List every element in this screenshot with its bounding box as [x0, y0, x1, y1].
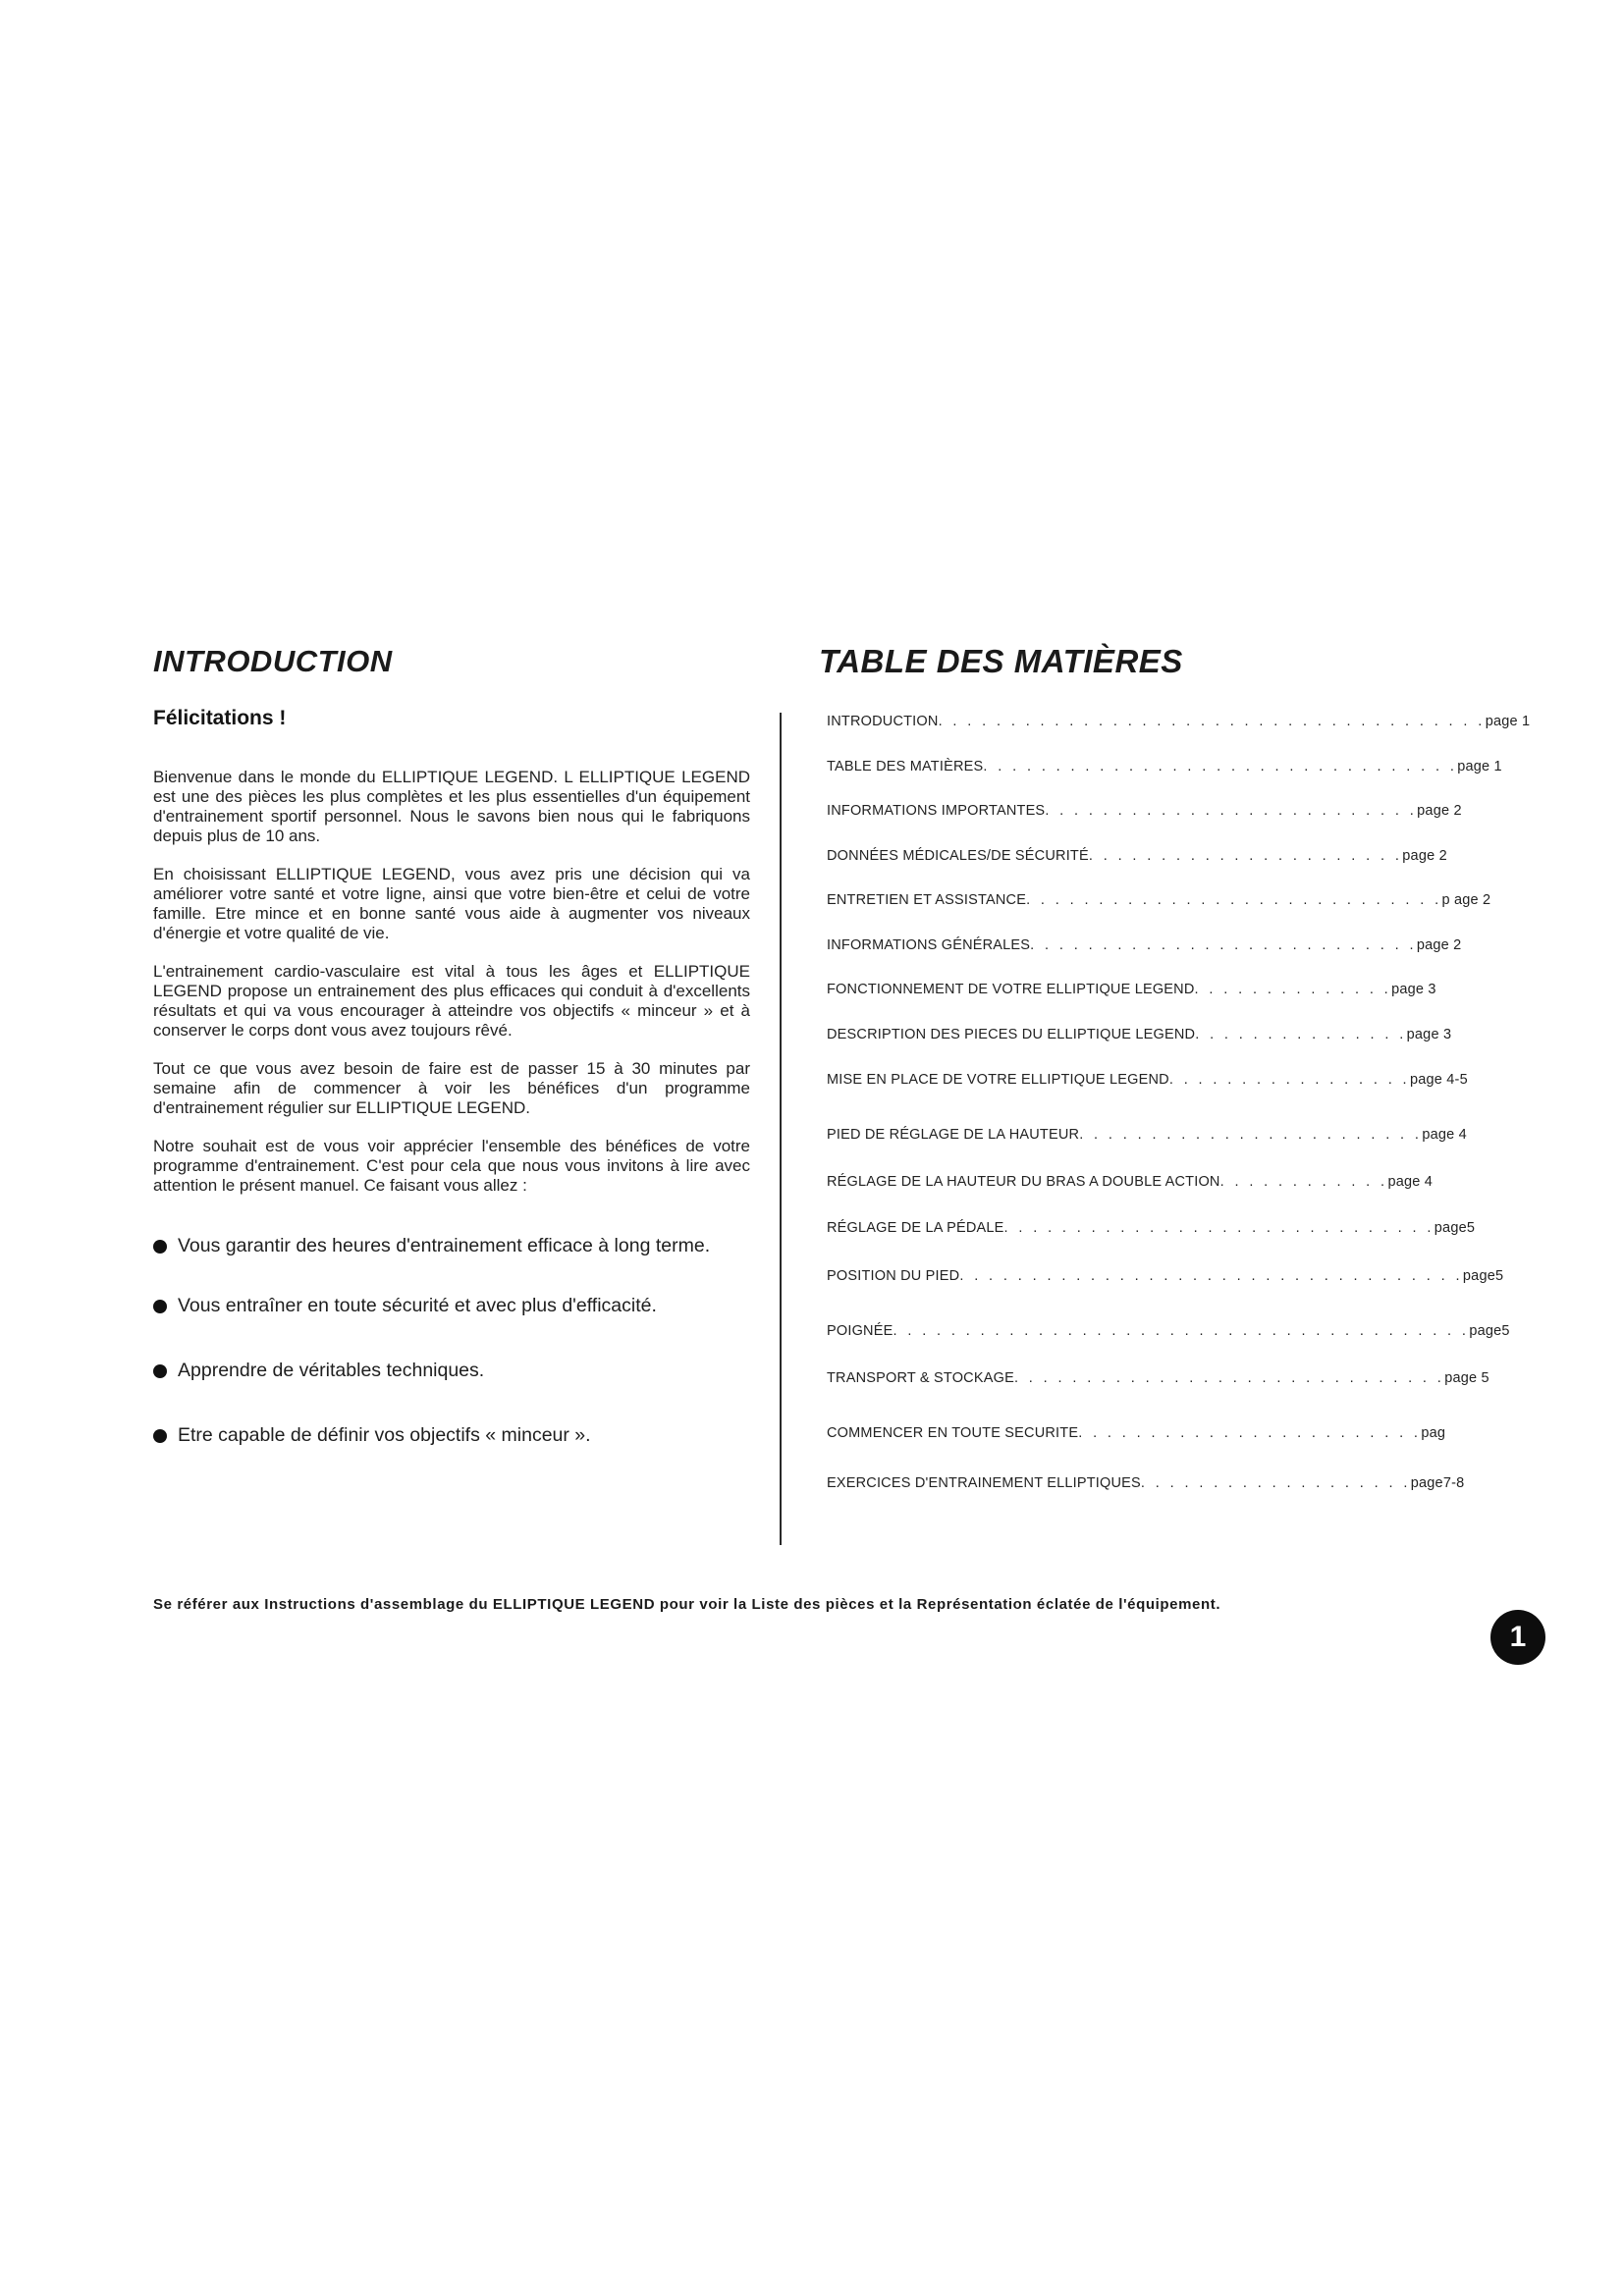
toc-entry-pied-reglage: [827, 1124, 1475, 1146]
table-of-contents-heading: TABLE DES MATIÈRES: [819, 643, 1183, 679]
intro-paragraph: Notre souhait est de vous voir apprécier l'ensemble des bénéfices de votre programme d'entrainement. C'est pour cela que nous vous invitons à lire avec attention le présent manuel. Ce faisant vous allez :: [153, 1137, 750, 1195]
toc-entry-label: EXERCICES D'ENTRAINEMENT ELLIPTIQUES: [827, 1475, 1141, 1491]
toc-leader-dots: . . . . . . . . . . . . . . . . . . . . . . . . . . . . . . . . . . . . . . . .: [893, 1323, 1470, 1339]
toc-page-ref: page 3: [1391, 982, 1436, 997]
toc-leader-dots: . . . . . . . . . . . . . . . . . . . . . . . . . . . . . . . . . . .: [959, 1268, 1463, 1284]
greeting-heading: Félicitations !: [153, 707, 287, 729]
toc-page-ref: page 2: [1416, 937, 1462, 953]
toc-entry-entretien-assistance: [827, 889, 1491, 911]
toc-leader-dots: . . . . . . . . . . . . . . . . . . . . . . . . . . . . .: [1026, 892, 1442, 908]
toc-page-ref: page 1: [1457, 759, 1502, 774]
toc-page-ref: page5: [1434, 1220, 1476, 1236]
toc-entry-description-pieces: [827, 1024, 1475, 1045]
toc-entry-reglage-pedale: [827, 1217, 1475, 1239]
intro-paragraph: L'entrainement cardio-vasculaire est vital à tous les âges et ELLIPTIQUE LEGEND propose un entrainement des plus efficaces qui conduit à d'excellents résultats et qui va vous encourager à atteindre vos objectifs « minceur » et à conserver le corps dont vous avez toujours rêvé.: [153, 962, 750, 1040]
toc-entry-position-pied: [827, 1265, 1504, 1287]
toc-entry-label: POSITION DU PIED: [827, 1268, 960, 1284]
toc-page-ref: pag: [1421, 1425, 1446, 1441]
toc-entry-label: TABLE DES MATIÈRES: [827, 759, 984, 774]
toc-page-ref: page5: [1462, 1268, 1504, 1284]
bullet-dot-icon: [153, 1240, 167, 1254]
toc-page-ref: page 5: [1444, 1370, 1489, 1386]
intro-paragraph: Bienvenue dans le monde du ELLIPTIQUE LEGEND. L ELLIPTIQUE LEGEND est une des pièces les plus complètes et les plus essentielles d'un équipement d'entrainement sportif personnel. Nous le savons bien nous qui le fabriquons depuis plus de 10 ans.: [153, 768, 750, 845]
toc-entry-label: DONNÉES MÉDICALES/DE SÉCURITÉ: [827, 848, 1089, 864]
toc-leader-dots: . . . . . . . . . . . . . . . . . . . . . . . . . . .: [1030, 937, 1417, 953]
toc-entry-label: ENTRETIEN ET ASSISTANCE: [827, 892, 1027, 908]
benefits-list: [153, 1235, 750, 1447]
toc-leader-dots: . . . . . . . . . . . . . . . . . . . . . . . . . . . . . .: [1003, 1220, 1435, 1236]
toc-entry-label: DESCRIPTION DES PIECES DU ELLIPTIQUE LEGEND: [827, 1027, 1196, 1042]
bullet-dot-icon: [153, 1364, 167, 1378]
toc-leader-dots: . . . . . . . . . . . . . .: [1194, 982, 1392, 997]
intro-paragraph: En choisissant ELLIPTIQUE LEGEND, vous avez pris une décision qui va améliorer votre santé et votre ligne, ainsi que votre bien-être et celui de votre famille. Etre mince et en bonne santé vous aide à augmenter vos niveaux d'énergie et votre qualité de vie.: [153, 865, 750, 942]
toc-leader-dots: . . . . . . . . . . . . . . . . . . . . . . . . . . . . . .: [1013, 1370, 1445, 1386]
toc-entry-reglage-bras: [827, 1171, 1475, 1193]
toc-page-ref: page 4: [1387, 1174, 1434, 1190]
toc-page-ref: page5: [1469, 1323, 1510, 1339]
toc-page-ref: page 2: [1417, 803, 1462, 819]
toc-entry-introduction: [827, 711, 1531, 732]
toc-leader-dots: . . . . . . . . . . . . . . . . . . . . . . . . . . . . . . . . .: [983, 759, 1458, 774]
toc-entry-label: INFORMATIONS IMPORTANTES: [827, 803, 1046, 819]
toc-entry-label: POIGNÉE: [827, 1323, 893, 1339]
list-item: [153, 1295, 750, 1317]
list-item: [153, 1424, 750, 1447]
toc-entry-label: RÉGLAGE DE LA HAUTEUR DU BRAS A DOUBLE ACTION: [827, 1174, 1220, 1190]
toc-entry-informations-importantes: [827, 800, 1475, 822]
toc-leader-dots: . . . . . . . . . . . . . . . . . . .: [1140, 1475, 1411, 1491]
toc-page-ref: page 1: [1485, 714, 1531, 729]
list-item: [153, 1235, 750, 1257]
toc-entry-poignee: [827, 1320, 1510, 1342]
toc-entry-transport-stockage: [827, 1367, 1489, 1389]
toc-page-ref: page7-8: [1410, 1475, 1465, 1491]
list-item-text: Apprendre de véritables techniques.: [178, 1360, 485, 1381]
toc-entry-exercices: [827, 1472, 1475, 1494]
toc-page-ref: page 4: [1422, 1127, 1467, 1143]
assembly-reference-note: Se référer aux Instructions d'assemblage du ELLIPTIQUE LEGEND pour voir la Liste des pièces et la Représentation éclatée de l'équipement.: [153, 1596, 1221, 1613]
toc-leader-dots: . . . . . . . . . . . . . . .: [1195, 1027, 1407, 1042]
toc-entry-label: INFORMATIONS GÉNÉRALES: [827, 937, 1031, 953]
bullet-dot-icon: [153, 1300, 167, 1313]
toc-page-ref: page 3: [1406, 1027, 1452, 1042]
toc-leader-dots: . . . . . . . . . . . . . . . . . . . . . . . . . . . . . . . . . . . . . .: [938, 714, 1486, 729]
toc-entry-table-des-matieres: [827, 756, 1502, 777]
toc-entry-label: FONCTIONNEMENT DE VOTRE ELLIPTIQUE LEGEND: [827, 982, 1195, 997]
toc-entry-commencer: [827, 1422, 1475, 1444]
column-divider: [780, 713, 782, 1545]
toc-leader-dots: . . . . . . . . . . . . . . . . . . . . . .: [1088, 848, 1403, 864]
toc-entry-label: PIED DE RÉGLAGE DE LA HAUTEUR: [827, 1127, 1080, 1143]
list-item-text: Vous entraîner en toute sécurité et avec plus d'efficacité.: [178, 1295, 657, 1316]
toc-entry-label: TRANSPORT & STOCKAGE: [827, 1370, 1014, 1386]
toc-entry-donnees-medicales: [827, 845, 1475, 867]
intro-paragraph: Tout ce que vous avez besoin de faire est de passer 15 à 30 minutes par semaine afin de commencer à voir les bénéfices d'un programme d'entrainement régulier sur ELLIPTIQUE LEGEND.: [153, 1059, 750, 1117]
toc-leader-dots: . . . . . . . . . . . . . . . . . . . . . . . .: [1079, 1127, 1423, 1143]
bullet-dot-icon: [153, 1429, 167, 1443]
toc-entry-mise-en-place: [827, 1069, 1475, 1091]
toc-entry-informations-generales: [827, 934, 1475, 956]
toc-entry-label: MISE EN PLACE DE VOTRE ELLIPTIQUE LEGEND: [827, 1072, 1169, 1088]
toc-page-ref: p age 2: [1441, 892, 1491, 908]
page-number-badge: 1: [1490, 1610, 1545, 1665]
toc-entry-fonctionnement: [827, 979, 1475, 1000]
toc-leader-dots: . . . . . . . . . . . . . . . . . . . . . . . .: [1078, 1425, 1422, 1441]
toc-page-ref: page 4-5: [1410, 1072, 1468, 1088]
toc-leader-dots: . . . . . . . . . . . . . . . . .: [1168, 1072, 1410, 1088]
list-item-text: Vous garantir des heures d'entrainement efficace à long terme.: [178, 1235, 711, 1256]
list-item: [153, 1360, 750, 1382]
introduction-heading: INTRODUCTION: [153, 644, 393, 678]
toc-entry-label: INTRODUCTION: [827, 714, 939, 729]
toc-entry-label: RÉGLAGE DE LA PÉDALE: [827, 1220, 1004, 1236]
introduction-column: [153, 707, 750, 1489]
toc-leader-dots: . . . . . . . . . . . . . . . . . . . . . . . . . .: [1045, 803, 1418, 819]
toc-leader-dots: . . . . . . . . . . . .: [1219, 1174, 1388, 1190]
toc-entry-label: COMMENCER EN TOUTE SECURITE: [827, 1425, 1079, 1441]
toc-page-ref: page 2: [1402, 848, 1447, 864]
list-item-text: Etre capable de définir vos objectifs « minceur ».: [178, 1424, 591, 1446]
